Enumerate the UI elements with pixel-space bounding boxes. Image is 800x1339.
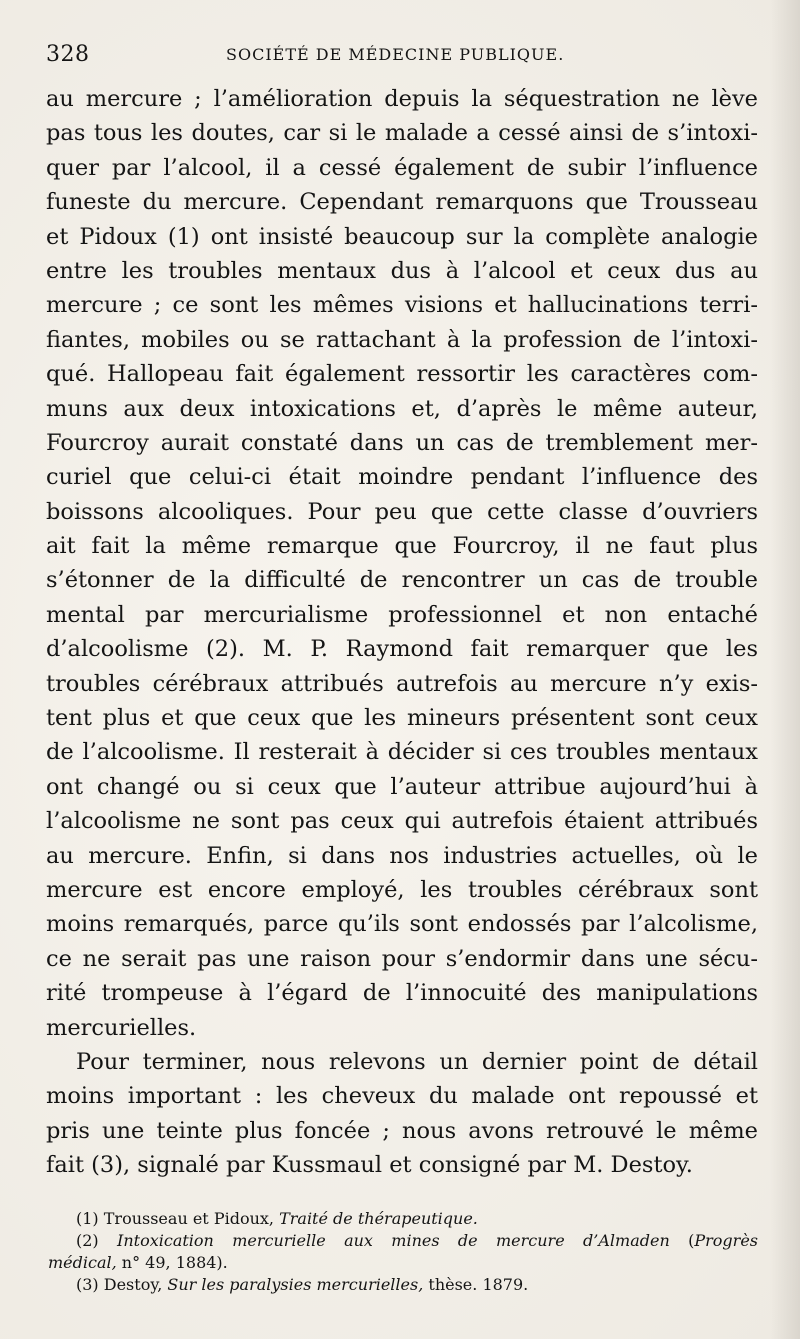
footnote-text: (3) Destoy, (76, 1275, 168, 1294)
running-head (46, 42, 756, 72)
text-line: et Pidoux (1) ont insisté beaucoup sur la complète analogie (46, 223, 758, 250)
running-title: SOCIÉTÉ DE MÉDECINE PUBLIQUE. (226, 45, 565, 64)
text-line: quer par l’alcool, il a cessé également de subir l’influence (46, 154, 758, 181)
text-line: ce ne serait pas une raison pour s’endormir dans une sécu- (46, 945, 758, 972)
text-line: pris une teinte plus foncée ; nous avons retrouvé le même (46, 1117, 758, 1144)
text-line: pas tous les doutes, car si le malade a cessé ainsi de s’intoxi- (46, 120, 758, 147)
text-line: moins remarqués, parce qu’ils sont endossés par l’alcolisme, (46, 911, 758, 938)
text-line: au mercure. Enfin, si dans nos industries actuelles, où le (46, 842, 758, 869)
footnote-title: Progrès (694, 1231, 758, 1250)
footnote-text: thèse. 1879. (423, 1275, 529, 1294)
text-line: mercure est encore employé, les troubles cérébraux sont (46, 876, 758, 903)
body-text (46, 82, 758, 1183)
text-line: curiel que celui-ci était moindre pendant l’influence des (46, 464, 758, 491)
footnote-text: (2) (76, 1231, 118, 1250)
text-line: entre les troubles mentaux dus à l’alcool et ceux dus au (46, 257, 758, 284)
text-line: moins important : les cheveux du malade ont repoussé et (46, 1083, 758, 1110)
footnote-text: ( (669, 1231, 695, 1250)
text-line: au mercure ; l’amélioration depuis la séquestration ne lève (46, 86, 758, 112)
text-line: fiantes, mobiles ou se rattachant à la profession de l’intoxi- (46, 326, 758, 353)
page-number: 328 (46, 42, 90, 67)
footnote-2-continued (48, 1252, 758, 1274)
footnote-title: Traité de thérapeutique. (279, 1209, 478, 1228)
footnotes (48, 1208, 758, 1296)
text-line: de l’alcoolisme. Il resterait à décider si ces troubles mentaux (46, 739, 758, 766)
footnote-1 (76, 1208, 758, 1230)
text-line: rité trompeuse à l’égard de l’innocuité des manipulations (46, 980, 758, 1007)
text-line: Pour terminer, nous relevons un dernier point de détail (76, 1048, 758, 1075)
text-line: l’alcoolisme ne sont pas ceux qui autrefois étaient attribués (46, 808, 758, 835)
text-line: mercurielles. (46, 1014, 197, 1041)
footnote-text: (1) Trousseau et Pidoux, (76, 1209, 280, 1228)
footnote-2 (76, 1230, 758, 1252)
text-line: Fourcroy aurait constaté dans un cas de tremblement mer- (46, 429, 758, 456)
text-line: mental par mercurialisme professionnel et non entaché (46, 601, 758, 628)
text-line: s’étonner de la difficulté de rencontrer un cas de trouble (46, 567, 758, 594)
text-line: d’alcoolisme (2). M. P. Raymond fait remarquer que les (46, 636, 758, 663)
text-line: fait (3), signalé par Kussmaul et consigné par M. Destoy. (46, 1152, 693, 1179)
footnote-title: Sur les paralysies mercurielles, (167, 1275, 424, 1294)
footnote-text: n° 49, 1884). (116, 1253, 228, 1272)
footnote-title: Intoxication mercurielle aux mines de mercure d’Almaden (117, 1231, 670, 1250)
text-line: qué. Hallopeau fait également ressortir les caractères com- (46, 361, 758, 388)
footnote-3 (76, 1274, 758, 1296)
text-line: tent plus et que ceux que les mineurs présentent sont ceux (46, 705, 758, 732)
text-line: muns aux deux intoxications et, d’après le même auteur, (46, 395, 758, 422)
text-line: boissons alcooliques. Pour peu que cette classe d’ouvriers (46, 498, 758, 525)
text-line: ont changé ou si ceux que l’auteur attribue aujourd’hui à (46, 773, 758, 800)
footnote-title: médical, (48, 1253, 117, 1272)
text-line: mercure ; ce sont les mêmes visions et hallucinations terri- (46, 292, 758, 319)
text-line: troubles cérébraux attribués autrefois au mercure n’y exis- (46, 670, 758, 697)
text-line: funeste du mercure. Cependant remarquons que Trousseau (46, 189, 758, 216)
text-line: ait fait la même remarque que Fourcroy, il ne faut plus (46, 533, 758, 560)
